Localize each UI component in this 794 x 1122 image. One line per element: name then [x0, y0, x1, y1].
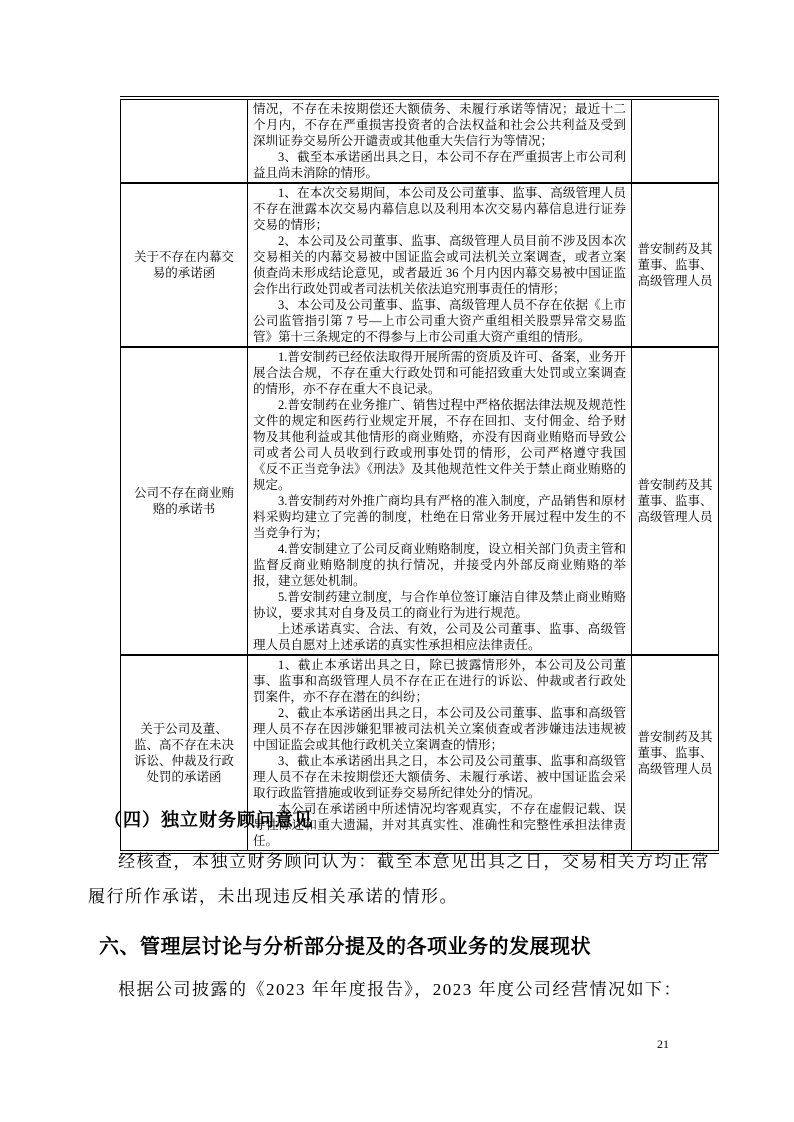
- commitment-content-paragraph: 2、本公司及公司董事、监事、高级管理人员目前不涉及因本次交易相关的内幕交易被中国证监会或司法机关立案调查，或者立案侦查尚未形成结论意见，或者最近 36 个月内因内幕交易被中国证监会作出行政处罚或者司法机关依法追究刑事责任的情形；: [253, 234, 626, 296]
- commitments-table-body: [121, 98, 719, 852]
- commitment-content-paragraph: 上述承诺真实、合法、有效，公司及公司董事、监事、高级管理人员自愿对上述承诺的真实性承担相应法律责任。: [253, 622, 626, 652]
- commitment-content-paragraph: 1.普安制药已经依法取得开展所需的资质及许可、备案，业务开展合法合规，不存在重大行政处罚和可能招致重大处罚或立案调查的情形，亦不存在重大不良记录。: [253, 350, 626, 396]
- commitment-content-cell: [248, 183, 632, 347]
- commitment-party-cell: [632, 98, 719, 183]
- commitment-content-paragraph: 1、在本次交易期间，本公司及公司董事、监事、高级管理人员不存在泄露本次交易内幕信息以及利用本次交易内幕信息进行证券交易的情形；: [253, 186, 626, 232]
- commitment-content-paragraph: 3、截至本承诺函出具之日，本公司不存在严重损害上市公司利益且尚未消除的情形。: [253, 150, 626, 180]
- commitment-name-cell: 公司不存在商业贿赂的承诺书: [121, 347, 248, 655]
- commitment-party-cell: 普安制药及其董事、监事、高级管理人员: [632, 183, 719, 347]
- section-heading-management-discussion: 六、管理层讨论与分析部分提及的各项业务的发展现状: [99, 936, 591, 958]
- commitment-name-cell: 关于公司及董、监、高不存在未决诉讼、仲裁及行政处罚的承诺函: [121, 655, 248, 852]
- commitment-name-cell: [121, 98, 248, 183]
- table-row: [121, 347, 719, 655]
- page-number: 21: [657, 1037, 669, 1051]
- commitment-party-cell: 普安制药及其董事、监事、高级管理人员: [632, 347, 719, 655]
- commitment-content-paragraph: 3、截止本承诺函出具之日，本公司及公司董事、监事和高级管理人员不存在未按期偿还大额债务、未履行承诺、被中国证监会采取行政监管措施或收到证券交易所纪律处分的情况。: [253, 754, 626, 800]
- table-row: [121, 183, 719, 347]
- commitment-party-cell: 普安制药及其董事、监事、高级管理人员: [632, 655, 719, 852]
- table-row: [121, 98, 719, 183]
- commitments-table: [120, 96, 719, 854]
- commitment-content-paragraph: 3、本公司及公司董事、监事、高级管理人员不存在依据《上市公司监管指引第 7 号—上市公司重大资产重组相关股票异常交易监管》第十三条规定的不得参与上市公司重大资产重组的情形。: [253, 298, 626, 344]
- commitment-content-paragraph: 本公司在承诺函中所述情况均客观真实，不存在虚假记载、误导性陈述和重大遗漏，并对其真实性、准确性和完整性承担法律责任。: [253, 802, 626, 848]
- commitment-content-paragraph: 情况，不存在未按期偿还大额债务、未履行承诺等情况；最近十二个月内，不存在严重损害投资者的合法权益和社会公共利益及受到深圳证券交易所公开谴责或其他重大失信行为等情况；: [253, 102, 626, 148]
- commitment-content-paragraph: 1、截止本承诺出具之日，除已披露情形外，本公司及公司董事、监事和高级管理人员不存在正在进行的诉讼、仲裁或者行政处罚案件，亦不存在潜在的纠纷；: [253, 658, 626, 704]
- commitment-name-cell: 关于不存在内幕交易的承诺函: [121, 183, 248, 347]
- commitment-content-paragraph: 2.普安制药在业务推广、销售过程中严格依据法律法规及规范性文件的规定和医药行业规定开展，不存在回扣、支付佣金、给予财物及其他利益或其他情形的商业贿赂，亦没有因商业贿赂而导致公司或者公司人员收到行政或刑事处罚的情形，公司严格遵守我国《反不正当竞争法》《刑法》及其他规范性文件关于禁止商业贿赂的规定。: [253, 398, 626, 492]
- independent-advisor-opinion-paragraph: 经核查，本独立财务顾问认为：截至本意见出具之日，交易相关方均正常履行所作承诺，未出现违反相关承诺的情形。: [88, 852, 710, 906]
- commitment-content-cell: [248, 347, 632, 655]
- section-heading-independent-advisor-opinion: （四）独立财务顾问意见: [104, 810, 313, 830]
- commitment-content-cell: [248, 98, 632, 183]
- commitment-content-paragraph: 2、截止本承诺函出具之日，本公司及公司董事、监事和高级管理人员不存在因涉嫌犯罪被司法机关立案侦查或者涉嫌违法违规被中国证监会或其他行政机关立案调查的情形；: [253, 706, 626, 752]
- management-discussion-paragraph: 根据公司披露的《2023 年年度报告》，2023 年度公司经营情况如下：: [118, 980, 682, 999]
- commitment-content-paragraph: 5.普安制药建立制度，与合作单位签订廉洁自律及禁止商业贿赂协议，要求其对自身及员工的商业行为进行规范。: [253, 590, 626, 620]
- commitment-content-paragraph: 4.普安制建立了公司反商业贿赂制度，设立相关部门负责主管和监督反商业贿赂制度的执行情况，并接受内外部反商业贿赂的举报，建立惩处机制。: [253, 542, 626, 588]
- commitment-content-paragraph: 3.普安制药对外推广商均具有严格的准入制度，产品销售和原材料采购均建立了完善的制度，杜绝在日常业务开展过程中发生的不当竞争行为；: [253, 494, 626, 540]
- commitments-table-container: [120, 96, 713, 854]
